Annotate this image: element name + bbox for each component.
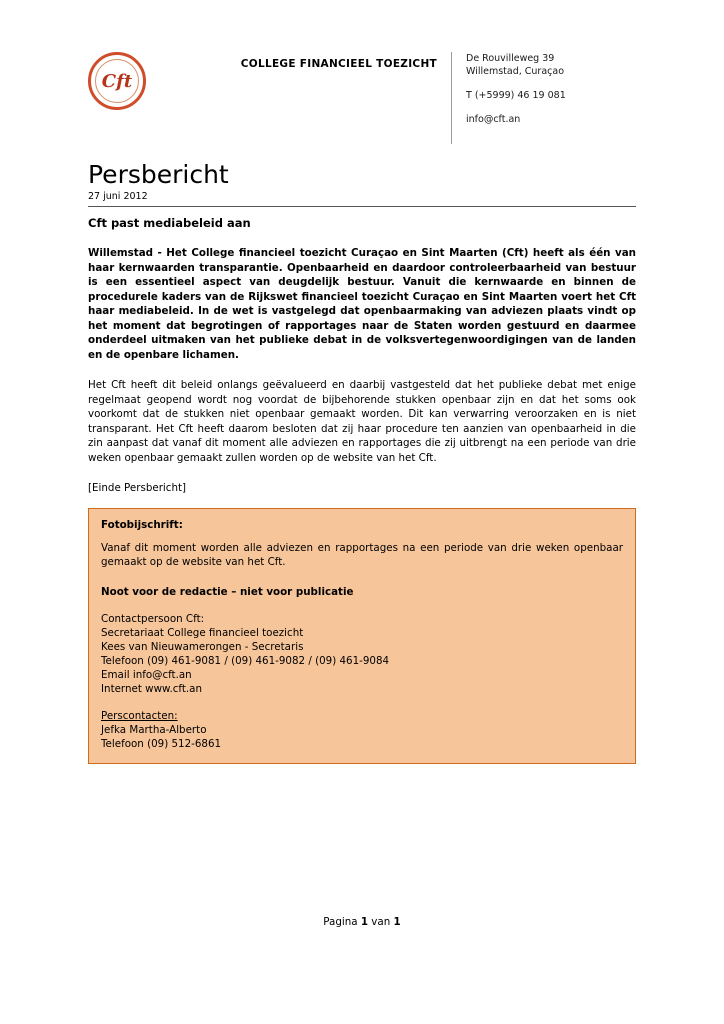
page-title: Persbericht — [88, 160, 229, 189]
end-marker: [Einde Persbericht] — [88, 481, 187, 494]
press-contacts-title: Perscontacten: — [101, 709, 178, 722]
contact-line: Contactpersoon Cft: — [101, 612, 205, 625]
editorial-note: Noot voor de redactie – niet voor publicatie — [101, 585, 354, 598]
notice-spacer — [101, 696, 623, 709]
body-paragraph: Het Cft heeft dit beleid onlangs geëvalueerd en daarbij vastgesteld dat het publieke debat met enige regelmaat geopend wordt nog voordat de bijbehorende stukken openbaar zijn en dat het soms ook voorkomt dat de stukken niet openbaar gemaakt worden. Dit kan verwarring veroorzaken en is niet transparant. Het Cft heeft daarom besloten dat zij haar procedure ten aanzien van openbaarheid in die zin aanpast dat vanaf dit moment alle adviezen en rapportages die zij uitbrengt na een periode van drie weken openbaar gemaakt zullen worden op de website van het Cft. — [88, 379, 636, 464]
logo-label: Cft — [101, 70, 133, 92]
address-block — [451, 52, 636, 144]
address-spacer-2 — [466, 102, 636, 113]
lead-paragraph: Willemstad - Het College financieel toezicht Curaçao en Sint Maarten (Cft) heeft als één van haar kernwaarden transparantie. Openbaarheid en daardoor controleerbaarheid van bestuur is een essentieel aspect van deugdelijk bestuur. Vanuit die kernwaarde en binnen de procedurele kaders van de Rijkswet financieel toezicht Curaçao en Sint Maarten voert het Cft haar mediabeleid. In de wet is vastgelegd dat openbaarmaking van adviezen plaats vindt op het moment dat begrotingen of rapportages naar de Staten worden gestuurd en daarmee onderdeel uitmaken van het publieke debat in de volksvertegenwoordigingen van de landen en de openbare lichamen. — [88, 247, 636, 361]
press-contact-line: Telefoon (09) 512-6861 — [101, 737, 222, 750]
contact-line: Kees van Nieuwamerongen - Secretaris — [101, 640, 304, 653]
press-contact-line: Jefka Martha-Alberto — [101, 723, 207, 736]
title-block — [88, 160, 636, 207]
contact-line: Telefoon (09) 461-9081 / (09) 461-9082 / (09) 461-9084 — [101, 654, 390, 667]
document-content — [88, 216, 636, 764]
page-footer — [0, 916, 724, 928]
address-spacer-1 — [466, 78, 636, 89]
address-street: De Rouvilleweg 39 — [466, 53, 555, 64]
address-email: info@cft.an — [466, 114, 521, 125]
footer-prefix: Pagina — [323, 916, 361, 928]
footer-current-page: 1 — [360, 916, 369, 928]
address-phone: T (+5999) 46 19 081 — [466, 90, 566, 101]
footer-middle: van — [368, 916, 394, 928]
contact-line: Internet www.cft.an — [101, 682, 203, 695]
address-city: Willemstad, Curaçao — [466, 66, 565, 77]
document-header — [88, 52, 636, 144]
document-date: 27 juni 2012 — [88, 191, 148, 202]
contact-line: Email info@cft.an — [101, 668, 192, 681]
notice-box — [88, 508, 636, 764]
footer-total-pages: 1 — [393, 916, 401, 928]
logo-container — [88, 52, 208, 110]
caption-text: Vanaf dit moment worden alle adviezen en rapportages na een periode van drie weken openbaar gemaakt op de website van het Cft. — [101, 541, 623, 569]
caption-title: Fotobijschrift: — [101, 518, 183, 531]
organization-title: COLLEGE FINANCIEEL TOEZICHT — [240, 58, 437, 70]
title-divider — [88, 206, 636, 207]
article-subheading: Cft past mediabeleid aan — [88, 216, 251, 230]
cft-logo-icon — [88, 52, 146, 110]
contact-line: Secretariaat College financieel toezicht — [101, 626, 304, 639]
